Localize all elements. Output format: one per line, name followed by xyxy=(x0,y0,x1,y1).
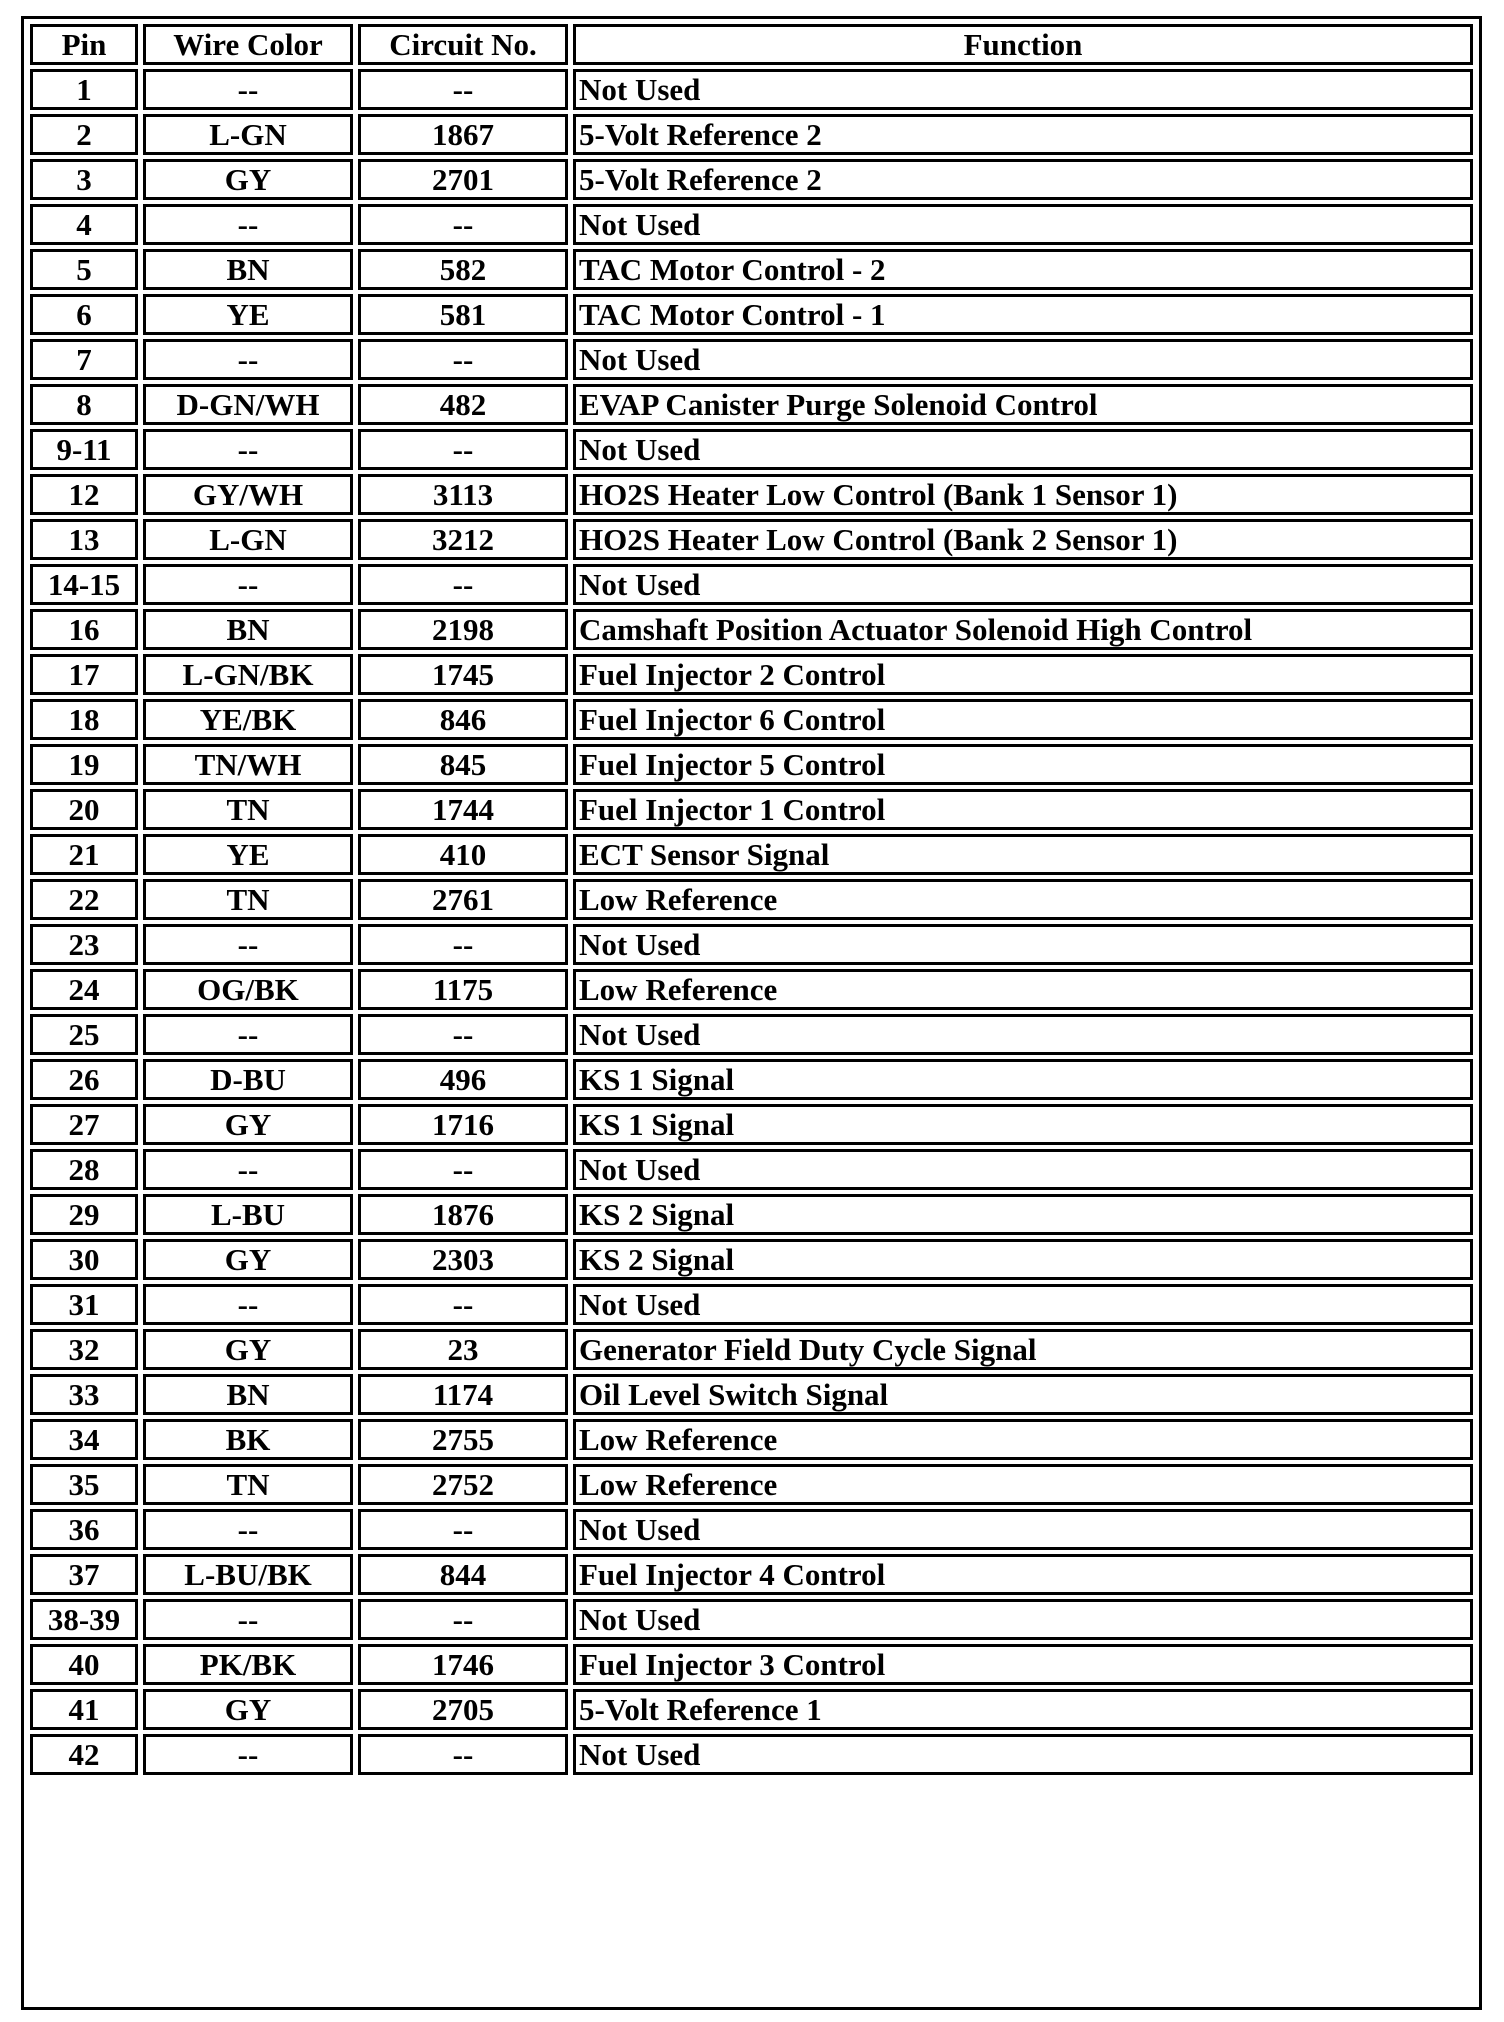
table-row xyxy=(30,429,1473,470)
wire-color-cell: -- xyxy=(143,1509,353,1550)
wire-color-cell: YE xyxy=(143,294,353,335)
pin-cell: 42 xyxy=(30,1734,138,1775)
function-cell: Camshaft Position Actuator Solenoid High Control xyxy=(573,609,1473,650)
pin-cell: 13 xyxy=(30,519,138,560)
circuit-no-cell: 2752 xyxy=(358,1464,568,1505)
function-cell: Low Reference xyxy=(573,879,1473,920)
table-row xyxy=(30,564,1473,605)
table-row xyxy=(30,204,1473,245)
table-row xyxy=(30,339,1473,380)
pin-cell: 37 xyxy=(30,1554,138,1595)
wire-color-cell: L-GN xyxy=(143,519,353,560)
wire-color-cell: YE/BK xyxy=(143,699,353,740)
header-pin: Pin xyxy=(30,24,138,65)
table-row xyxy=(30,519,1473,560)
pin-cell: 40 xyxy=(30,1644,138,1685)
circuit-no-cell: 1716 xyxy=(358,1104,568,1145)
header-row xyxy=(30,24,1473,65)
wire-color-cell: L-GN/BK xyxy=(143,654,353,695)
pin-cell: 32 xyxy=(30,1329,138,1370)
function-cell: Fuel Injector 2 Control xyxy=(573,654,1473,695)
wire-color-cell: -- xyxy=(143,1284,353,1325)
circuit-no-cell: 3113 xyxy=(358,474,568,515)
pin-cell: 16 xyxy=(30,609,138,650)
circuit-no-cell: -- xyxy=(358,429,568,470)
wire-color-cell: GY xyxy=(143,1689,353,1730)
wire-color-cell: -- xyxy=(143,339,353,380)
circuit-no-cell: -- xyxy=(358,1014,568,1055)
table-row xyxy=(30,834,1473,875)
pin-cell: 36 xyxy=(30,1509,138,1550)
function-cell: KS 2 Signal xyxy=(573,1194,1473,1235)
circuit-no-cell: -- xyxy=(358,69,568,110)
function-cell: HO2S Heater Low Control (Bank 2 Sensor 1) xyxy=(573,519,1473,560)
table-row xyxy=(30,69,1473,110)
circuit-no-cell: 1746 xyxy=(358,1644,568,1685)
table-row xyxy=(30,384,1473,425)
function-cell: Not Used xyxy=(573,429,1473,470)
circuit-no-cell: 582 xyxy=(358,249,568,290)
circuit-no-cell: 3212 xyxy=(358,519,568,560)
function-cell: KS 1 Signal xyxy=(573,1059,1473,1100)
function-cell: 5-Volt Reference 1 xyxy=(573,1689,1473,1730)
circuit-no-cell: 2198 xyxy=(358,609,568,650)
pin-cell: 3 xyxy=(30,159,138,200)
pin-cell: 22 xyxy=(30,879,138,920)
circuit-no-cell: 1175 xyxy=(358,969,568,1010)
function-cell: Not Used xyxy=(573,1599,1473,1640)
wire-color-cell: L-BU xyxy=(143,1194,353,1235)
table-row xyxy=(30,249,1473,290)
table-row xyxy=(30,1059,1473,1100)
pin-cell: 34 xyxy=(30,1419,138,1460)
pin-cell: 2 xyxy=(30,114,138,155)
circuit-no-cell: -- xyxy=(358,564,568,605)
wire-color-cell: TN/WH xyxy=(143,744,353,785)
function-cell: Not Used xyxy=(573,1509,1473,1550)
function-cell: Fuel Injector 1 Control xyxy=(573,789,1473,830)
table-row xyxy=(30,654,1473,695)
circuit-no-cell: 482 xyxy=(358,384,568,425)
pin-cell: 20 xyxy=(30,789,138,830)
function-cell: Not Used xyxy=(573,924,1473,965)
wire-color-cell: BN xyxy=(143,249,353,290)
table-row xyxy=(30,294,1473,335)
pin-cell: 17 xyxy=(30,654,138,695)
circuit-no-cell: 410 xyxy=(358,834,568,875)
pin-cell: 9-11 xyxy=(30,429,138,470)
pin-cell: 8 xyxy=(30,384,138,425)
wire-color-cell: -- xyxy=(143,204,353,245)
table-row xyxy=(30,1419,1473,1460)
pin-cell: 18 xyxy=(30,699,138,740)
pin-cell: 41 xyxy=(30,1689,138,1730)
table-header xyxy=(30,24,1473,65)
pin-cell: 38-39 xyxy=(30,1599,138,1640)
table-row xyxy=(30,924,1473,965)
wire-color-cell: YE xyxy=(143,834,353,875)
wire-color-cell: TN xyxy=(143,789,353,830)
pin-cell: 25 xyxy=(30,1014,138,1055)
wire-color-cell: -- xyxy=(143,564,353,605)
circuit-no-cell: 496 xyxy=(358,1059,568,1100)
function-cell: Oil Level Switch Signal xyxy=(573,1374,1473,1415)
table-row xyxy=(30,1284,1473,1325)
wire-color-cell: -- xyxy=(143,924,353,965)
circuit-no-cell: -- xyxy=(358,1509,568,1550)
pin-cell: 24 xyxy=(30,969,138,1010)
circuit-no-cell: -- xyxy=(358,1599,568,1640)
pin-cell: 31 xyxy=(30,1284,138,1325)
wire-color-cell: -- xyxy=(143,1014,353,1055)
function-cell: Not Used xyxy=(573,1284,1473,1325)
header-function: Function xyxy=(573,24,1473,65)
circuit-no-cell: -- xyxy=(358,924,568,965)
circuit-no-cell: 2761 xyxy=(358,879,568,920)
table-row xyxy=(30,789,1473,830)
pin-cell: 6 xyxy=(30,294,138,335)
table-row xyxy=(30,1554,1473,1595)
pin-cell: 19 xyxy=(30,744,138,785)
function-cell: KS 2 Signal xyxy=(573,1239,1473,1280)
wire-color-cell: D-GN/WH xyxy=(143,384,353,425)
circuit-no-cell: 846 xyxy=(358,699,568,740)
pin-cell: 23 xyxy=(30,924,138,965)
table-row xyxy=(30,159,1473,200)
circuit-no-cell: 1867 xyxy=(358,114,568,155)
table-row xyxy=(30,1014,1473,1055)
pin-cell: 14-15 xyxy=(30,564,138,605)
wire-color-cell: BN xyxy=(143,1374,353,1415)
circuit-no-cell: -- xyxy=(358,1734,568,1775)
pin-cell: 7 xyxy=(30,339,138,380)
table-row xyxy=(30,1149,1473,1190)
circuit-no-cell: 1745 xyxy=(358,654,568,695)
circuit-no-cell: -- xyxy=(358,1149,568,1190)
wire-color-cell: TN xyxy=(143,879,353,920)
table-row xyxy=(30,1644,1473,1685)
wire-color-cell: L-BU/BK xyxy=(143,1554,353,1595)
function-cell: Fuel Injector 5 Control xyxy=(573,744,1473,785)
table-row xyxy=(30,1329,1473,1370)
table-row xyxy=(30,114,1473,155)
wire-color-cell: -- xyxy=(143,1149,353,1190)
pinout-table xyxy=(25,20,1478,1779)
circuit-no-cell: 2303 xyxy=(358,1239,568,1280)
wire-color-cell: BN xyxy=(143,609,353,650)
wire-color-cell: -- xyxy=(143,429,353,470)
circuit-no-cell: 1744 xyxy=(358,789,568,830)
pin-cell: 28 xyxy=(30,1149,138,1190)
function-cell: Not Used xyxy=(573,69,1473,110)
pin-cell: 26 xyxy=(30,1059,138,1100)
pin-cell: 33 xyxy=(30,1374,138,1415)
wire-color-cell: GY/WH xyxy=(143,474,353,515)
table-row xyxy=(30,1509,1473,1550)
wire-color-cell: GY xyxy=(143,1329,353,1370)
table-row xyxy=(30,1464,1473,1505)
function-cell: Low Reference xyxy=(573,1464,1473,1505)
function-cell: ECT Sensor Signal xyxy=(573,834,1473,875)
pin-cell: 5 xyxy=(30,249,138,290)
pin-cell: 35 xyxy=(30,1464,138,1505)
table-row xyxy=(30,1194,1473,1235)
function-cell: Not Used xyxy=(573,204,1473,245)
pin-cell: 30 xyxy=(30,1239,138,1280)
header-circuit-no: Circuit No. xyxy=(358,24,568,65)
function-cell: Low Reference xyxy=(573,1419,1473,1460)
function-cell: Not Used xyxy=(573,1014,1473,1055)
wire-color-cell: OG/BK xyxy=(143,969,353,1010)
table-row xyxy=(30,1689,1473,1730)
circuit-no-cell: 1876 xyxy=(358,1194,568,1235)
table-row xyxy=(30,969,1473,1010)
circuit-no-cell: 2701 xyxy=(358,159,568,200)
wire-color-cell: -- xyxy=(143,69,353,110)
table-row xyxy=(30,879,1473,920)
function-cell: Not Used xyxy=(573,1149,1473,1190)
wire-color-cell: GY xyxy=(143,1104,353,1145)
function-cell: HO2S Heater Low Control (Bank 1 Sensor 1) xyxy=(573,474,1473,515)
wire-color-cell: L-GN xyxy=(143,114,353,155)
pin-cell: 21 xyxy=(30,834,138,875)
pin-cell: 27 xyxy=(30,1104,138,1145)
function-cell: Fuel Injector 4 Control xyxy=(573,1554,1473,1595)
circuit-no-cell: 845 xyxy=(358,744,568,785)
table-body xyxy=(30,69,1473,1775)
header-wire-color: Wire Color xyxy=(143,24,353,65)
wire-color-cell: D-BU xyxy=(143,1059,353,1100)
wire-color-cell: -- xyxy=(143,1734,353,1775)
function-cell: KS 1 Signal xyxy=(573,1104,1473,1145)
pin-cell: 1 xyxy=(30,69,138,110)
table-row xyxy=(30,609,1473,650)
wire-color-cell: GY xyxy=(143,1239,353,1280)
function-cell: 5-Volt Reference 2 xyxy=(573,114,1473,155)
circuit-no-cell: -- xyxy=(358,204,568,245)
function-cell: Generator Field Duty Cycle Signal xyxy=(573,1329,1473,1370)
table-row xyxy=(30,474,1473,515)
table-row xyxy=(30,744,1473,785)
pin-cell: 12 xyxy=(30,474,138,515)
circuit-no-cell: 844 xyxy=(358,1554,568,1595)
wire-color-cell: -- xyxy=(143,1599,353,1640)
function-cell: Not Used xyxy=(573,1734,1473,1775)
function-cell: Not Used xyxy=(573,564,1473,605)
circuit-no-cell: -- xyxy=(358,1284,568,1325)
pin-cell: 29 xyxy=(30,1194,138,1235)
table-row xyxy=(30,1104,1473,1145)
table-row xyxy=(30,1599,1473,1640)
function-cell: TAC Motor Control - 2 xyxy=(573,249,1473,290)
table-row xyxy=(30,1239,1473,1280)
circuit-no-cell: 2705 xyxy=(358,1689,568,1730)
circuit-no-cell: 23 xyxy=(358,1329,568,1370)
function-cell: 5-Volt Reference 2 xyxy=(573,159,1473,200)
table-row xyxy=(30,1374,1473,1415)
function-cell: Fuel Injector 6 Control xyxy=(573,699,1473,740)
wire-color-cell: TN xyxy=(143,1464,353,1505)
table-row xyxy=(30,1734,1473,1775)
pin-cell: 4 xyxy=(30,204,138,245)
circuit-no-cell: 581 xyxy=(358,294,568,335)
function-cell: TAC Motor Control - 1 xyxy=(573,294,1473,335)
function-cell: EVAP Canister Purge Solenoid Control xyxy=(573,384,1473,425)
table-row xyxy=(30,699,1473,740)
wire-color-cell: GY xyxy=(143,159,353,200)
circuit-no-cell: -- xyxy=(358,339,568,380)
circuit-no-cell: 2755 xyxy=(358,1419,568,1460)
wire-color-cell: PK/BK xyxy=(143,1644,353,1685)
function-cell: Low Reference xyxy=(573,969,1473,1010)
function-cell: Not Used xyxy=(573,339,1473,380)
circuit-no-cell: 1174 xyxy=(358,1374,568,1415)
function-cell: Fuel Injector 3 Control xyxy=(573,1644,1473,1685)
wire-color-cell: BK xyxy=(143,1419,353,1460)
